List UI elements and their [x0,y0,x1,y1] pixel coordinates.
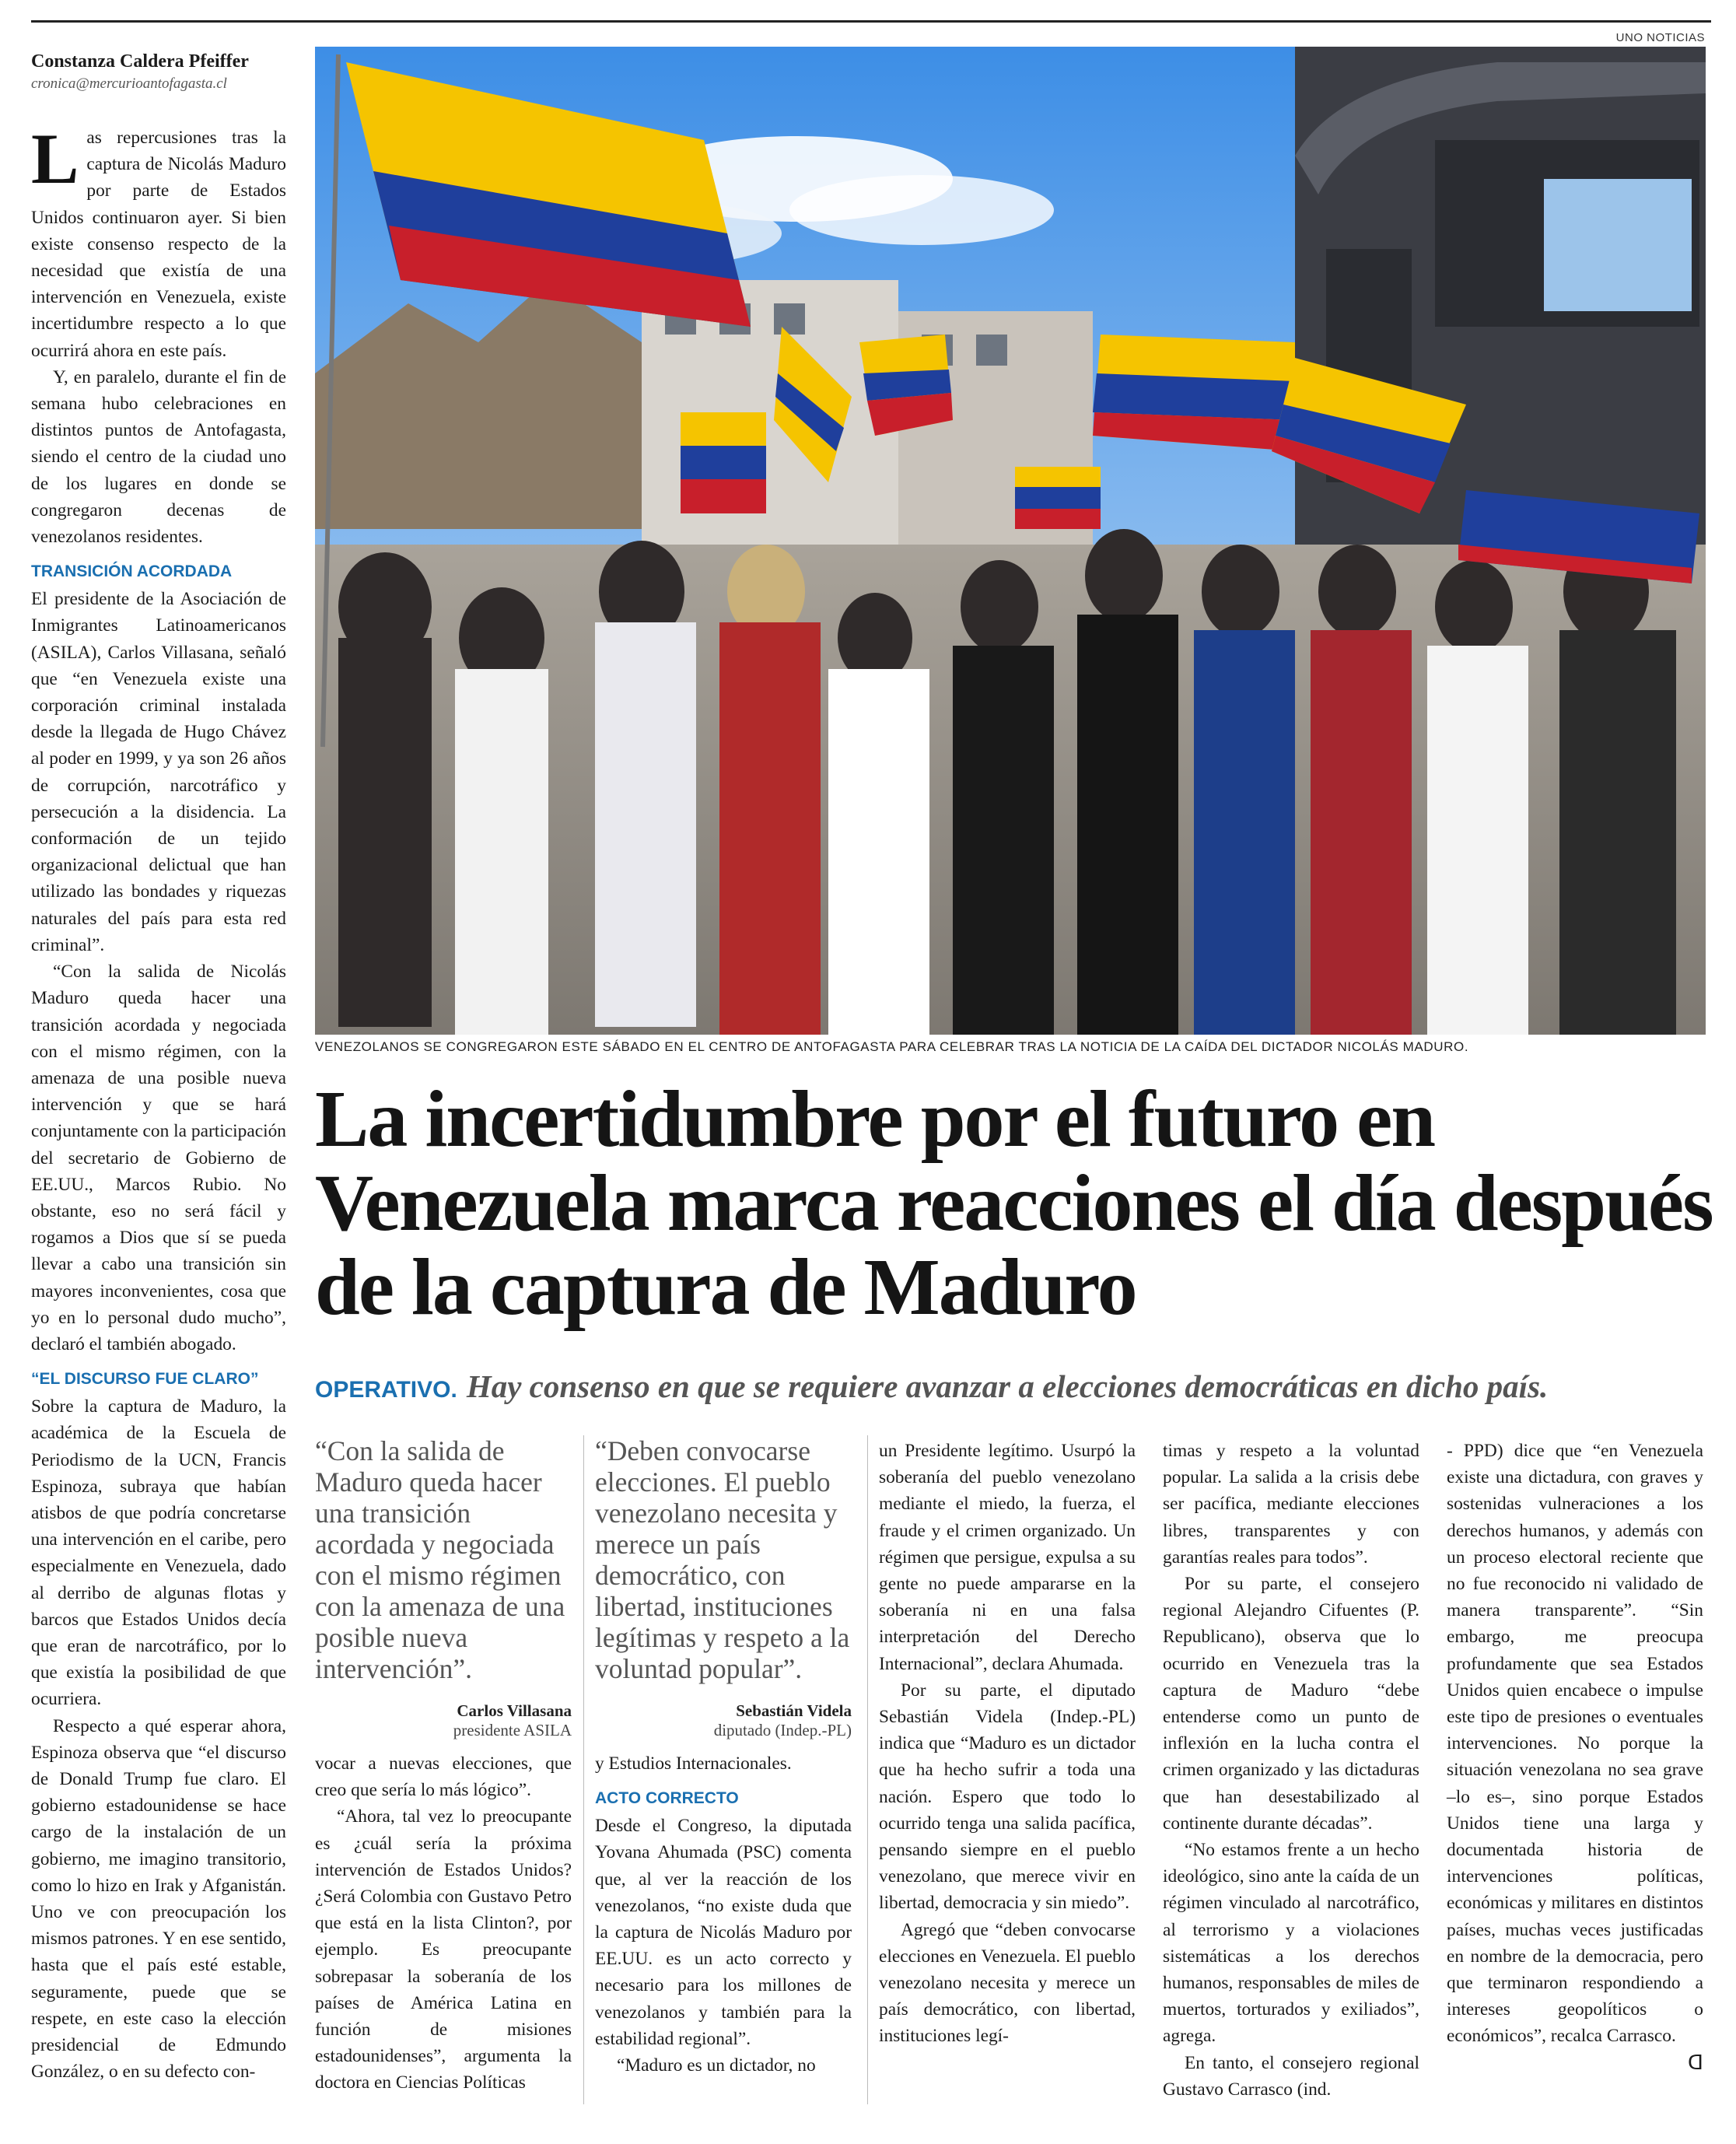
drop-cap: L [31,119,79,198]
quote-name: Carlos Villasana [457,1701,572,1720]
column-3 [595,1750,852,2079]
subhead-acto-correcto: ACTO CORRECTO [595,1789,739,1808]
news-photo [315,47,1706,1035]
subhead-transicion: TRANSICIÓN ACORDADA [31,562,233,581]
paragraph: vocar a nuevas elecciones, que creo que sería lo más lógico”. [315,1753,572,1801]
end-mark-icon: ᗡ [1688,2051,1703,2074]
deck [315,1368,1707,1405]
subhead-discurso: “EL DISCURSO FUE CLARO” [31,1370,259,1389]
column-5 [1163,1438,1419,2103]
lead-paragraph: Las repercusiones tras la captura de Nicolás Maduro por parte de Estados Unidos continuaron ayer. Si bien existe consenso respecto de la necesidad que existía de una intervención en Venezuela, existe incertidumbre respecto a lo que ocurrirá ahora en este país. [31,119,286,361]
pull-quote-text: “Deben convocarse elecciones. El pueblo venezolano necesita y merece un país democrático, con libertad, instituciones legítimas y respeto a la voluntad popular”. [595,1435,850,1684]
paragraph: Agregó que “deben convocarse elecciones en Venezuela. El pueblo venezolano necesita y merece un país democrático, con libertad, instituciones legí- [879,1919,1136,2047]
top-rule [31,20,1711,23]
author-email: cronica@mercurioantofagasta.cl [31,75,227,92]
quote-role: diputado (Indep.-PL) [713,1721,852,1739]
headline: La incertidumbre por el futuro en Venezuela marca reacciones el día después de la captura de Maduro [315,1074,1713,1332]
photo-credit: UNO NOTICIAS [1615,31,1705,44]
paragraph: timas y respeto a la voluntad popular. La salida a la crisis debe ser pacífica, mediante elecciones libres, transparentes y con garantías reales para todos”. [1163,1441,1419,1568]
paragraph: Desde el Congreso, la diputada Yovana Ahumada (PSC) comenta que, al ver la reacción de los venezolanos, “no existe duda que la captura de Nicolás Maduro por EE.UU. es un acto correcto y necesario para los millones de venezolanos y también para la estabilidad regional”. [595,1816,852,2049]
paragraph: El presidente de la Asociación de Inmigrantes Latinoamericanos (ASILA), Carlos Villasana, señaló que “en Venezuela existe una corporación criminal instalada desde la llegada de Hugo Chávez al poder en 1999, y ya son 26 años de corrupción, narcotráfico y persecución a la disidencia. La conformación de un tejido organizacional delictual que han utilizado las bondades y riquezas naturales del país para esta red criminal”. [31,589,286,955]
paragraph: En tanto, el consejero regional Gustavo Carrasco (ind. [1163,2052,1419,2100]
pull-quote-text: “Con la salida de Maduro queda hacer una transición acordada y negociada con el mismo régimen con la amenaza de una posible nueva intervención”. [315,1435,565,1684]
deck-text: Hay consenso en que se requiere avanzar a elecciones democráticas en dicho país. [466,1368,1549,1404]
column-2 [315,1750,572,2097]
paragraph: “No estamos frente a un hecho ideológico, sino ante la caída de un régimen vinculado al narcotráfico, al terrorismo y a violaciones sistemáticas a los derechos humanos, responsables de miles de muertos, torturados y exiliados”, agrega. [1163,1840,1419,2047]
column-rule [867,1435,868,2104]
paragraph: Respecto a qué esperar ahora, Espinoza observa que “el discurso de Donald Trump fue claro. El gobierno estadounidense se hace cargo de la instalación de un gobierno, me imagino transitorio, como lo hizo en Irak y Afganistán. Uno ve con preocupación los mismos patrones. Y en ese sentido, hasta que el país esté estable, seguramente, puede que se respete, en este caso la elección presidencial de Edmundo González, o en su defecto con- [31,1715,286,2083]
quote-role: presidente ASILA [453,1721,572,1739]
paragraph: Por su parte, el diputado Sebastián Videla (Indep.-PL) indica que “Maduro es un dictador que ha hecho sufrir a toda una nación. Espero que todo lo ocurrido tenga una salida pacífica, pensando siempre en el pueblo venezolano, que merece vivir en libertad, democracia y sin miedo”. [879,1680,1136,1914]
column-rule [583,1435,584,2104]
paragraph: “Ahora, tal vez lo preocupante es ¿cuál sería la próxima intervención de Estados Unidos? ¿Será Colombia con Gustavo Petro que está en la lista Clinton?, por ejemplo. Es preocupante sobrepasar la soberanía de los países de América Latina en función de misiones estadounidenses”, argumenta la doctora en Ciencias Políticas [315,1806,572,2093]
quote-signature [315,1701,572,1740]
paragraph: Y, en paralelo, durante el fin de semana hubo celebraciones en distintos puntos de Antofagasta, siendo el centro de la ciudad uno de los lugares en donde se congregaron decenas de venezolanos residentes. [31,366,286,548]
paragraph: - PPD) dice que “en Venezuela existe una dictadura, con graves y sostenidas vulneraciones a los derechos humanos, y además con un proceso electoral reciente que no fue reconocido ni validado de manera transparente”. “Sin embargo, me preocupa profundamente que sea Estados Unidos quien encabece o impulse este tipo de presiones o eventuales intervenciones. No porque la situación venezolana no sea grave –lo es–, sino porque Estados Unidos tiene una larga y documentada historia de intervenciones políticas, económicas y militares en distintos países, muchas veces justificadas en nombre de la democracia, pero que terminaron respondiendo a intereses geopolíticos o económicos”, recalca Carrasco. [1447,1441,1703,2047]
paragraph: Sobre la captura de Maduro, la académica de la Escuela de Periodismo de la UCN, Francis Espinoza, subraya que habían atisbos de que podría concretarse una intervención en el caribe, pero especialmente en Venezuela, dado al derribo de algunas flotas y barcos que Estados Unidos decía que eran de narcotráfico, por lo que existía la posibilidad de que ocurriera. [31,1396,286,1710]
quote-name: Sebastián Videla [736,1701,852,1720]
byline [31,51,296,93]
column-4 [879,1438,1136,2050]
crowd-with-flags-illustration [315,47,1706,1035]
pull-quote-villasana [315,1435,572,1740]
photo-caption: VENEZOLANOS SE CONGREGARON ESTE SÁBADO EN EL CENTRO DE ANTOFAGASTA PARA CELEBRAR TRAS LA NOTICIA DE LA CAÍDA DEL DICTADOR NICOLÁS MADURO. [315,1039,1469,1054]
paragraph: Por su parte, el consejero regional Alejandro Cifuentes (P. Republicano), observa que lo ocurrido en Venezuela tras la captura de Maduro “debe entenderse como un punto de inflexión en la lucha contra el crimen organizado y las dictaduras que han desestabilizado al continente durante décadas”. [1163,1574,1419,1834]
column-6 [1447,1438,1703,2076]
paragraph: un Presidente legítimo. Usurpó la soberanía del pueblo venezolano mediante el miedo, la fuerza, el fraude y el crimen organizado. Un régimen que persigue, expulsa a su gente no puede ampararse en la soberanía ni en una falsa interpretación del Derecho Internacional”, declara Ahumada. [879,1441,1136,1674]
paragraph: y Estudios Internacionales. [595,1753,792,1774]
paragraph: “Maduro es un dictador, no [617,2055,816,2076]
author-name: Constanza Caldera Pfeiffer [31,51,249,72]
pull-quote-videla [595,1435,852,1740]
deck-kicker: OPERATIVO. [315,1377,457,1403]
paragraph: “Con la salida de Nicolás Maduro queda hacer una transición acordada y negociada con el mismo régimen, con la amenaza de una posible nueva intervención y que se hará conjuntamente con la participación del secretario de Gobierno de EE.UU., Marcos Rubio. No obstante, eso no será fácil y rogamos a Dios que sí se pueda llevar a cabo una transición sin mayores inconvenientes, cosa que yo en lo personal dudo mucho”, declaró el también abogado. [31,962,286,1354]
left-column [31,119,286,2085]
quote-signature [595,1701,852,1740]
